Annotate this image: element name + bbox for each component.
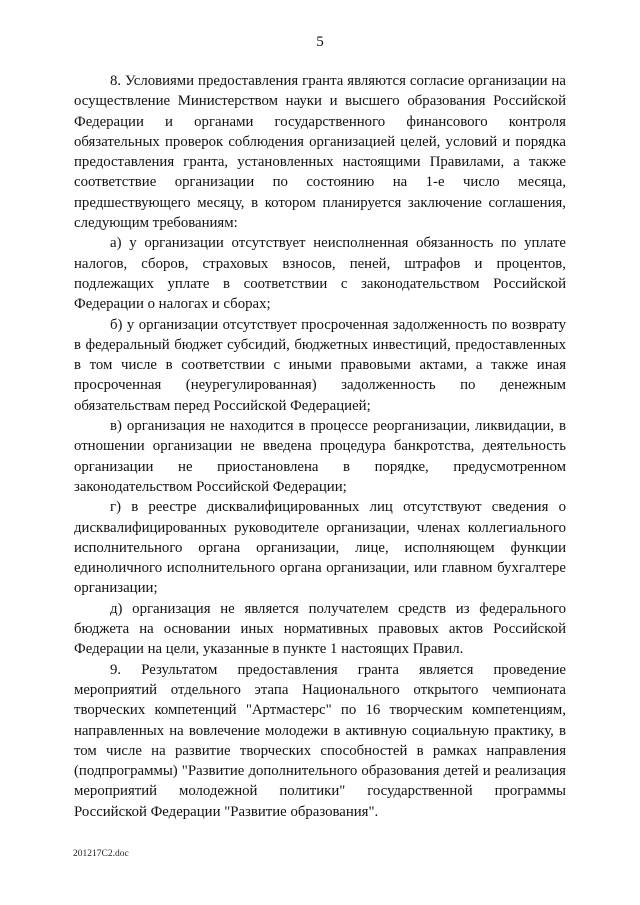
paragraph-8v: в) организация не находится в процессе реорганизации, ликвидации, в отношении организации не введена процедура банкротства, деятельность организации не приостановлена в порядке, предусмотренном законодательством Российской Федерации; <box>74 418 566 495</box>
footer-filename: 201217C2.doc <box>73 849 129 859</box>
paragraph-9: 9. Результатом предоставления гранта является проведение мероприятий отдельного этапа Национального открытого чемпионата творческих компетенций "Артмастерс" по 16 творческим компетенциям, направленных на вовлечение молодежи в активную социальную практику, в том числе на развитие творческих способностей в рамках направления (подпрограммы) "Развитие дополнительного образования детей и реализация мероприятий молодежной политики" государственной программы Российской Федерации "Развитие образования". <box>74 661 566 820</box>
paragraph-8b: б) у организации отсутствует просроченная задолженность по возврату в федеральный бюджет субсидий, бюджетных инвестиций, предоставленных в том числе в соответствии с иными правовыми актами, а также иная просроченная (неурегулированная) задолженность по денежным обязательствам перед Российской Федерацией; <box>74 316 566 414</box>
paragraph-8g: г) в реестре дисквалифицированных лиц отсутствуют сведения о дисквалифицированных руководителе организации, членах коллегиального исполнительного органа организации, лице, исполняющем функции единоличного исполнительного органа организации, или главном бухгалтере организации; <box>74 499 566 597</box>
paragraph-8: 8. Условиями предоставления гранта являются согласие организации на осуществление Министерством науки и высшего образования Российской Федерации и органами государственного финансового контроля обязательных проверок соблюдения организацией целей, условий и порядка предоставления гранта, установленных настоящими Правилами, а также соответствие организации по состоянию на 1-е число месяца, предшествующего месяцу, в котором планируется заключение соглашения, следующим требованиям: <box>74 73 566 232</box>
page-number: 5 <box>316 34 324 50</box>
document-body <box>74 71 566 822</box>
paragraph-8d: д) организация не является получателем средств из федерального бюджета на основании иных нормативных правовых актов Российской Федерации на цели, указанные в пункте 1 настоящих Правил. <box>74 600 566 658</box>
paragraph-8a: а) у организации отсутствует неисполненная обязанность по уплате налогов, сборов, страховых взносов, пеней, штрафов и процентов, подлежащих уплате в соответствии с законодательством Российской Федерации о налогах и сборах; <box>74 235 566 313</box>
